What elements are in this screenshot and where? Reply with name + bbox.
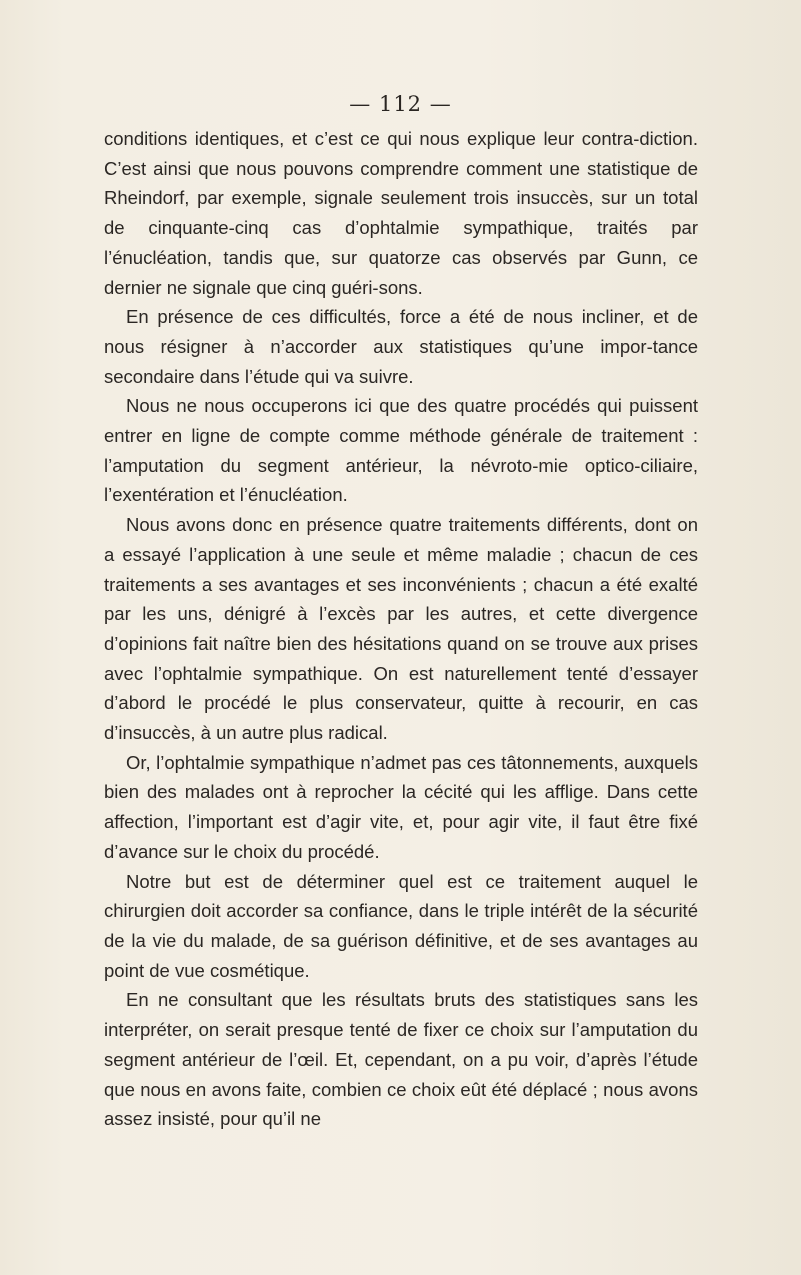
paragraph: Nous avons donc en présence quatre traitements différents, dont on a essayé l’application à une seule et même maladie ; chacun de ces traitements a ses avantages et ses inconvénients ; chacun a été exalté par les uns, dénigré à l’excès par les autres, et cette divergence d’opinions fait naître bien des hésitations quand on se trouve aux prises avec l’ophtalmie sympathique. On est naturellement tenté d’essayer d’abord le procédé le plus conservateur, quitte à recourir, en cas d’insuccès, à un autre plus radical.: [104, 514, 698, 744]
paragraph: Nous ne nous occuperons ici que des quatre procédés qui puissent entrer en ligne de compte comme méthode générale de traitement : l’amputation du segment antérieur, la névroto-mie optico-ciliaire, l’exentération et l’énucléation.: [104, 395, 698, 506]
paragraph-continued: conditions identiques, et c’est ce qui nous explique leur contra-diction. C’est ainsi que nous pouvons comprendre comment une statistique de Rheindorf, par exemple, signale seulement trois insuccès, sur un total de cinquante-cinq cas d’ophtalmie sympathique, traités par l’énucléation, tandis que, sur quatorze cas observés par Gunn, ce dernier ne signale que cinq guéri-sons.: [104, 128, 698, 298]
paragraph: Or, l’ophtalmie sympathique n’admet pas ces tâtonnements, auxquels bien des malades ont à reprocher la cécité qui les afflige. Dans cette affection, l’important est d’agir vite, et, pour agir vite, il faut être fixé d’avance sur le choix du procédé.: [104, 751, 698, 862]
body-text: [104, 124, 698, 1134]
paragraph: Notre but est de déterminer quel est ce traitement auquel le chirurgien doit accorder sa confiance, dans le triple intérêt de la sécurité de la vie du malade, de sa guérison définitive, et de ses avantages au point de vue cosmétique.: [104, 870, 698, 981]
paragraph: En présence de ces difficultés, force a été de nous incliner, et de nous résigner à n’accorder aux statistiques qu’une impor-tance secondaire dans l’étude qui va suivre.: [104, 306, 698, 387]
page-number: — 112 —: [349, 92, 452, 116]
paragraph: En ne consultant que les résultats bruts des statistiques sans les interpréter, on serait presque tenté de fixer ce choix sur l’amputation du segment antérieur de l’œil. Et, cependant, on a pu voir, d’après l’étude que nous en avons faite, combien ce choix eût été déplacé ; nous avons assez insisté, pour qu’il ne: [104, 989, 698, 1130]
